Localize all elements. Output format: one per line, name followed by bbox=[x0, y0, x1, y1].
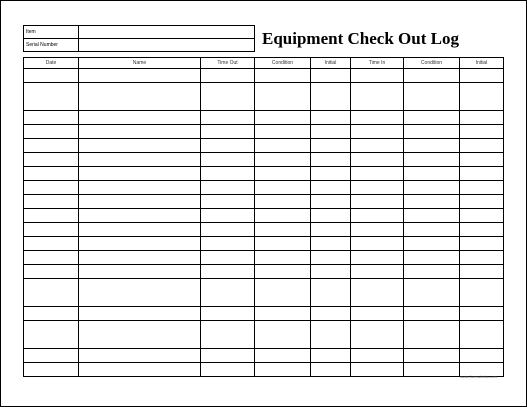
table-cell[interactable] bbox=[255, 321, 311, 349]
table-cell[interactable] bbox=[201, 153, 255, 167]
table-row bbox=[24, 167, 504, 181]
table-cell[interactable] bbox=[24, 209, 79, 223]
table-row bbox=[24, 153, 504, 167]
table-cell[interactable] bbox=[460, 307, 504, 321]
table-cell[interactable] bbox=[201, 251, 255, 265]
page-title: Equipment Check Out Log bbox=[262, 29, 459, 48]
table-cell[interactable] bbox=[404, 125, 460, 139]
col-time-out: Time Out bbox=[201, 58, 255, 69]
table-row bbox=[24, 321, 504, 349]
table-cell[interactable] bbox=[255, 181, 311, 195]
table-cell[interactable] bbox=[79, 265, 201, 279]
table-cell[interactable] bbox=[255, 125, 311, 139]
table-cell[interactable] bbox=[311, 111, 351, 125]
table-cell[interactable] bbox=[404, 209, 460, 223]
table-cell[interactable] bbox=[351, 195, 404, 209]
table-row bbox=[24, 307, 504, 321]
col-time-in: Time In bbox=[351, 58, 404, 69]
table-row bbox=[24, 69, 504, 83]
table-cell[interactable] bbox=[24, 363, 79, 377]
table-cell[interactable] bbox=[201, 181, 255, 195]
table-cell[interactable] bbox=[404, 111, 460, 125]
serial-number-value[interactable] bbox=[79, 39, 255, 52]
table-cell[interactable] bbox=[351, 167, 404, 181]
table-cell[interactable] bbox=[201, 265, 255, 279]
table-cell[interactable] bbox=[351, 307, 404, 321]
table-cell[interactable] bbox=[79, 237, 201, 251]
table-cell[interactable] bbox=[79, 307, 201, 321]
table-cell[interactable] bbox=[311, 83, 351, 111]
table-cell[interactable] bbox=[311, 279, 351, 307]
table-cell[interactable] bbox=[79, 111, 201, 125]
table-cell[interactable] bbox=[311, 69, 351, 83]
table-cell[interactable] bbox=[404, 83, 460, 111]
table-cell[interactable] bbox=[24, 139, 79, 153]
table-cell[interactable] bbox=[351, 279, 404, 307]
table-cell[interactable] bbox=[404, 321, 460, 349]
table-cell[interactable] bbox=[351, 223, 404, 237]
table-cell[interactable] bbox=[255, 69, 311, 83]
table-cell[interactable] bbox=[255, 111, 311, 125]
table-cell[interactable] bbox=[24, 223, 79, 237]
table-cell[interactable] bbox=[404, 237, 460, 251]
table-cell[interactable] bbox=[351, 209, 404, 223]
table-cell[interactable] bbox=[351, 69, 404, 83]
table-cell[interactable] bbox=[24, 307, 79, 321]
table-cell[interactable] bbox=[255, 265, 311, 279]
table-cell[interactable] bbox=[460, 237, 504, 251]
table-cell[interactable] bbox=[24, 237, 79, 251]
table-cell[interactable] bbox=[24, 83, 79, 111]
table-cell[interactable] bbox=[460, 321, 504, 349]
table-cell[interactable] bbox=[311, 153, 351, 167]
table-row bbox=[24, 111, 504, 125]
table-cell[interactable] bbox=[351, 83, 404, 111]
item-label: Item bbox=[24, 26, 79, 39]
table-cell[interactable] bbox=[460, 251, 504, 265]
table-cell[interactable] bbox=[404, 279, 460, 307]
table-cell[interactable] bbox=[404, 265, 460, 279]
table-cell[interactable] bbox=[79, 125, 201, 139]
table-cell[interactable] bbox=[201, 195, 255, 209]
table-cell[interactable] bbox=[255, 139, 311, 153]
table-cell[interactable] bbox=[79, 251, 201, 265]
table-cell[interactable] bbox=[201, 307, 255, 321]
table-cell[interactable] bbox=[460, 125, 504, 139]
table-cell[interactable] bbox=[311, 195, 351, 209]
table-cell[interactable] bbox=[201, 321, 255, 349]
table-cell[interactable] bbox=[351, 153, 404, 167]
table-cell[interactable] bbox=[79, 69, 201, 83]
table-cell[interactable] bbox=[460, 265, 504, 279]
serial-number-label: Serial Number bbox=[24, 39, 79, 52]
col-initial-in: Initial bbox=[460, 58, 504, 69]
table-cell[interactable] bbox=[24, 167, 79, 181]
table-cell[interactable] bbox=[201, 125, 255, 139]
col-initial-out: Initial bbox=[311, 58, 351, 69]
table-cell[interactable] bbox=[311, 349, 351, 363]
table-cell[interactable] bbox=[460, 139, 504, 153]
table-cell[interactable] bbox=[311, 307, 351, 321]
table-cell[interactable] bbox=[404, 251, 460, 265]
table-cell[interactable] bbox=[404, 167, 460, 181]
table-cell[interactable] bbox=[404, 153, 460, 167]
col-condition-in: Condition bbox=[404, 58, 460, 69]
table-cell[interactable] bbox=[311, 363, 351, 377]
table-cell[interactable] bbox=[351, 251, 404, 265]
table-cell[interactable] bbox=[460, 167, 504, 181]
table-cell[interactable] bbox=[201, 139, 255, 153]
table-cell[interactable] bbox=[79, 167, 201, 181]
item-info-table bbox=[23, 25, 255, 52]
table-cell[interactable] bbox=[24, 251, 79, 265]
table-cell[interactable] bbox=[351, 125, 404, 139]
table-cell[interactable] bbox=[351, 139, 404, 153]
table-row bbox=[24, 237, 504, 251]
table-cell[interactable] bbox=[24, 69, 79, 83]
table-cell[interactable] bbox=[201, 111, 255, 125]
table-cell[interactable] bbox=[404, 195, 460, 209]
table-cell[interactable] bbox=[79, 83, 201, 111]
table-cell[interactable] bbox=[24, 321, 79, 349]
table-cell[interactable] bbox=[79, 279, 201, 307]
table-cell[interactable] bbox=[79, 195, 201, 209]
table-cell[interactable] bbox=[201, 167, 255, 181]
table-cell[interactable] bbox=[460, 69, 504, 83]
table-row bbox=[24, 125, 504, 139]
table-cell[interactable] bbox=[404, 223, 460, 237]
table-row bbox=[24, 139, 504, 153]
table-cell[interactable] bbox=[351, 111, 404, 125]
table-cell[interactable] bbox=[201, 209, 255, 223]
table-cell[interactable] bbox=[404, 181, 460, 195]
table-cell[interactable] bbox=[24, 279, 79, 307]
table-cell[interactable] bbox=[24, 111, 79, 125]
table-cell[interactable] bbox=[79, 223, 201, 237]
table-row bbox=[24, 181, 504, 195]
table-cell[interactable] bbox=[460, 83, 504, 111]
table-cell[interactable] bbox=[460, 279, 504, 307]
table-cell[interactable] bbox=[404, 349, 460, 363]
table-cell[interactable] bbox=[255, 223, 311, 237]
table-row bbox=[24, 265, 504, 279]
column-header-row bbox=[24, 58, 504, 69]
table-cell[interactable] bbox=[79, 363, 201, 377]
table-cell[interactable] bbox=[79, 139, 201, 153]
table-cell[interactable] bbox=[351, 265, 404, 279]
table-cell[interactable] bbox=[79, 209, 201, 223]
table-cell[interactable] bbox=[79, 153, 201, 167]
table-cell[interactable] bbox=[79, 181, 201, 195]
table-cell[interactable] bbox=[404, 363, 460, 377]
table-row bbox=[24, 195, 504, 209]
table-cell[interactable] bbox=[404, 307, 460, 321]
table-cell[interactable] bbox=[311, 321, 351, 349]
col-condition-out: Condition bbox=[255, 58, 311, 69]
table-cell[interactable] bbox=[255, 349, 311, 363]
table-cell[interactable] bbox=[460, 111, 504, 125]
table-cell[interactable] bbox=[255, 363, 311, 377]
check-out-log-table bbox=[23, 57, 504, 377]
table-cell[interactable] bbox=[201, 69, 255, 83]
table-row bbox=[24, 223, 504, 237]
table-cell[interactable] bbox=[255, 251, 311, 265]
table-cell[interactable] bbox=[255, 237, 311, 251]
table-cell[interactable] bbox=[311, 251, 351, 265]
table-cell[interactable] bbox=[311, 265, 351, 279]
table-cell[interactable] bbox=[311, 139, 351, 153]
table-row bbox=[24, 363, 504, 377]
table-cell[interactable] bbox=[311, 167, 351, 181]
table-cell[interactable] bbox=[201, 349, 255, 363]
table-cell[interactable] bbox=[201, 83, 255, 111]
table-cell[interactable] bbox=[201, 237, 255, 251]
table-cell[interactable] bbox=[404, 139, 460, 153]
table-cell[interactable] bbox=[311, 209, 351, 223]
table-cell[interactable] bbox=[255, 279, 311, 307]
col-name: Name bbox=[79, 58, 201, 69]
table-cell[interactable] bbox=[311, 223, 351, 237]
table-cell[interactable] bbox=[24, 265, 79, 279]
table-cell[interactable] bbox=[79, 349, 201, 363]
table-cell[interactable] bbox=[255, 195, 311, 209]
header-row-item bbox=[24, 26, 255, 39]
log-body bbox=[24, 69, 504, 377]
table-cell[interactable] bbox=[460, 181, 504, 195]
table-cell[interactable] bbox=[460, 209, 504, 223]
table-cell[interactable] bbox=[460, 223, 504, 237]
table-cell[interactable] bbox=[201, 279, 255, 307]
table-row bbox=[24, 83, 504, 111]
table-cell[interactable] bbox=[24, 195, 79, 209]
table-cell[interactable] bbox=[79, 321, 201, 349]
table-cell[interactable] bbox=[351, 237, 404, 251]
table-cell[interactable] bbox=[24, 181, 79, 195]
header-row-serial bbox=[24, 39, 255, 52]
table-cell[interactable] bbox=[460, 349, 504, 363]
table-cell[interactable] bbox=[24, 125, 79, 139]
table-cell[interactable] bbox=[255, 83, 311, 111]
table-cell[interactable] bbox=[460, 195, 504, 209]
table-cell[interactable] bbox=[311, 125, 351, 139]
table-cell[interactable] bbox=[24, 349, 79, 363]
table-cell[interactable] bbox=[24, 153, 79, 167]
table-cell[interactable] bbox=[255, 153, 311, 167]
table-cell[interactable] bbox=[255, 167, 311, 181]
table-cell[interactable] bbox=[351, 181, 404, 195]
item-value[interactable] bbox=[79, 26, 255, 39]
table-cell[interactable] bbox=[311, 181, 351, 195]
table-cell[interactable] bbox=[201, 363, 255, 377]
table-row bbox=[24, 209, 504, 223]
table-cell[interactable] bbox=[311, 237, 351, 251]
table-cell[interactable] bbox=[460, 153, 504, 167]
table-cell[interactable] bbox=[351, 321, 404, 349]
table-row bbox=[24, 349, 504, 363]
table-cell[interactable] bbox=[255, 307, 311, 321]
table-row bbox=[24, 251, 504, 265]
table-cell[interactable] bbox=[404, 69, 460, 83]
table-cell[interactable] bbox=[351, 349, 404, 363]
footer-url: www.formsbirds.com bbox=[460, 374, 497, 379]
table-cell[interactable] bbox=[351, 363, 404, 377]
table-row bbox=[24, 279, 504, 307]
table-cell[interactable] bbox=[201, 223, 255, 237]
col-date: Date bbox=[24, 58, 79, 69]
table-cell[interactable] bbox=[255, 209, 311, 223]
